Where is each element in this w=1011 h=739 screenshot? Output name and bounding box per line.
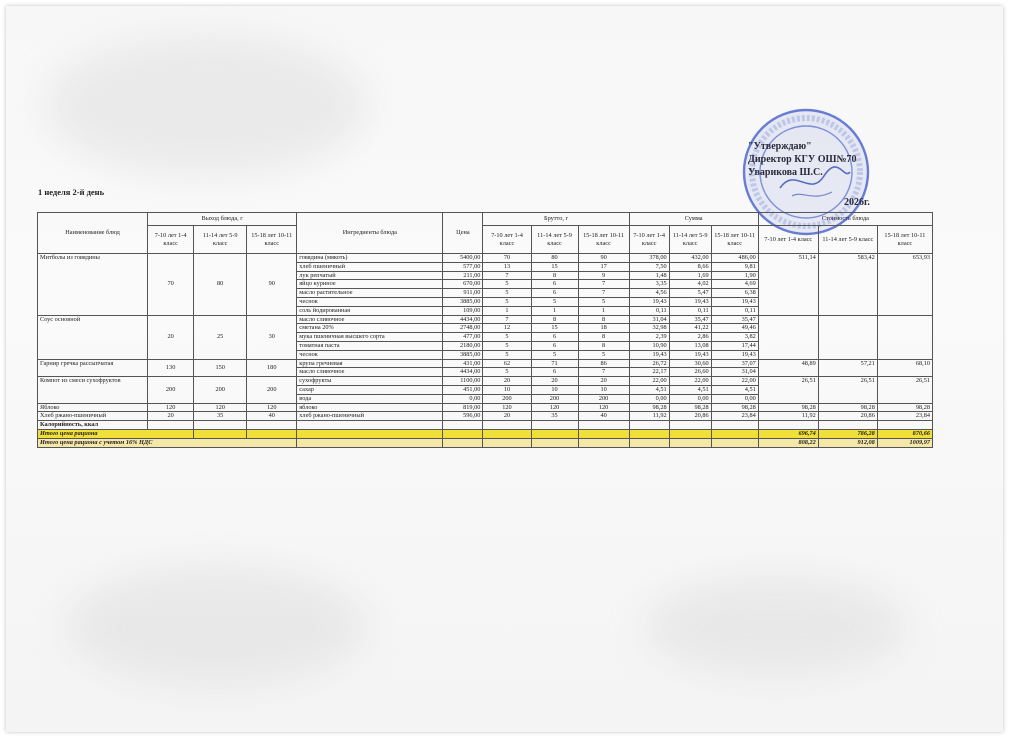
- dish-name: Хлеб ржано-пшеничный: [38, 412, 148, 421]
- ingredient-sum: 4,51: [629, 385, 669, 394]
- ingredient-sum: 20,86: [669, 412, 711, 421]
- menu-table-body: [38, 254, 933, 421]
- ingredient-sum: 486,00: [711, 254, 758, 263]
- ingredient-gross: 5: [578, 297, 629, 306]
- total-value: 786,28: [818, 429, 877, 438]
- background-smudge: [46, 36, 366, 176]
- ingredient-name: яблоко: [297, 403, 443, 412]
- ingredient-sum: 378,00: [629, 254, 669, 263]
- dish-cost: 26,51: [877, 377, 932, 403]
- ingredient-name: томатная паста: [297, 341, 443, 350]
- header-age-3: 15-18 лет 10-11 класс: [247, 226, 297, 254]
- ingredient-gross: 20: [483, 377, 531, 386]
- ingredient-sum: 35,47: [669, 315, 711, 324]
- ingredient-sum: 4,02: [669, 280, 711, 289]
- dish-yield: 200: [148, 377, 194, 403]
- ingredient-sum: 32,98: [629, 324, 669, 333]
- ingredient-gross: 6: [531, 280, 578, 289]
- ingredient-sum: 0,00: [629, 394, 669, 403]
- header-sum-age-1: 7-10 лет 1-4 класс: [629, 226, 669, 254]
- ingredient-sum: 22,00: [629, 377, 669, 386]
- dish-cost: 48,89: [758, 359, 818, 377]
- ingredient-price: 2748,00: [443, 324, 483, 333]
- ingredient-gross: 8: [578, 315, 629, 324]
- ingredient-price: 577,00: [443, 262, 483, 271]
- ingredient-gross: 10: [531, 385, 578, 394]
- ingredient-name: мука пшеничная высшего сорта: [297, 333, 443, 342]
- ingredient-gross: 7: [483, 271, 531, 280]
- ingredient-price: 211,00: [443, 271, 483, 280]
- calories-row: [38, 421, 933, 430]
- total-vat-row: [38, 438, 933, 447]
- header-cost-age-1: 7-10 лет 1-4 класс: [758, 226, 818, 254]
- header-sum-age-2: 11-14 лет 5-9 класс: [669, 226, 711, 254]
- ingredient-gross: 1: [578, 306, 629, 315]
- dish-yield: 200: [247, 377, 297, 403]
- ingredient-sum: 49,46: [711, 324, 758, 333]
- ingredient-gross: 1: [531, 306, 578, 315]
- dish-name: Компот из смеси сухофруктов: [38, 377, 148, 403]
- ingredient-sum: 5,47: [669, 289, 711, 298]
- ingredient-sum: 31,04: [711, 368, 758, 377]
- ingredient-gross: 200: [531, 394, 578, 403]
- ingredient-gross: 12: [483, 324, 531, 333]
- ingredient-gross: 5: [483, 350, 531, 359]
- ingredient-name: соль йодированная: [297, 306, 443, 315]
- dish-yield: 80: [194, 254, 247, 316]
- ingredient-gross: 18: [578, 324, 629, 333]
- ingredient-sum: 26,72: [629, 359, 669, 368]
- ingredient-name: хлеб ржано-пшеничный: [297, 412, 443, 421]
- ingredient-sum: 23,84: [711, 412, 758, 421]
- ingredient-gross: 15: [531, 262, 578, 271]
- dish-cost: 57,21: [818, 359, 877, 377]
- header-ingredients: Ингредиенты блюда: [297, 213, 443, 254]
- ingredient-name: говядина (мякоть): [297, 254, 443, 263]
- approval-year: 2026г.: [844, 197, 870, 208]
- dish-cost: 20,86: [818, 412, 877, 421]
- calories-label: Калорийность, ккал: [38, 421, 148, 430]
- ingredient-gross: 8: [531, 315, 578, 324]
- ingredient-sum: 0,11: [669, 306, 711, 315]
- ingredient-sum: 4,51: [669, 385, 711, 394]
- dish-yield: 20: [148, 412, 194, 421]
- background-smudge: [646, 576, 906, 676]
- ingredient-sum: 19,43: [669, 297, 711, 306]
- ingredient-name: сметана 20%: [297, 324, 443, 333]
- dish-yield: 35: [194, 412, 247, 421]
- header-row-2: [38, 226, 933, 254]
- ingredient-price: 596,00: [443, 412, 483, 421]
- total-vat-value: 808,22: [758, 438, 818, 447]
- approval-line-1: "Утверждаю": [748, 141, 812, 152]
- ingredient-gross: 5: [483, 297, 531, 306]
- ingredient-gross: 7: [483, 315, 531, 324]
- ingredient-gross: 35: [531, 412, 578, 421]
- ingredient-sum: 4,69: [711, 280, 758, 289]
- dish-yield: 150: [194, 359, 247, 377]
- approval-line-3: Уварикова Ш.С.: [748, 167, 823, 178]
- ingredient-sum: 22,00: [669, 377, 711, 386]
- ingredient-price: 477,00: [443, 333, 483, 342]
- ingredient-gross: 6: [531, 289, 578, 298]
- total-vat-label: Итого цена рациона с учетом 16% НДС: [38, 438, 297, 447]
- ingredient-sum: 31,04: [629, 315, 669, 324]
- ingredient-gross: 5: [531, 350, 578, 359]
- menu-table: [37, 212, 933, 448]
- ingredient-price: 5400,00: [443, 254, 483, 263]
- ingredient-gross: 15: [531, 324, 578, 333]
- ingredient-price: 109,00: [443, 306, 483, 315]
- total-row: [38, 429, 933, 438]
- ingredient-sum: 1,69: [669, 271, 711, 280]
- ingredient-sum: 0,11: [711, 306, 758, 315]
- ingredient-sum: 30,60: [669, 359, 711, 368]
- table-row: [38, 315, 933, 324]
- dish-cost: 653,93: [877, 254, 932, 316]
- ingredient-price: 911,00: [443, 289, 483, 298]
- ingredient-name: масло сливочное: [297, 315, 443, 324]
- ingredient-gross: 120: [531, 403, 578, 412]
- ingredient-gross: 6: [531, 368, 578, 377]
- ingredient-gross: 5: [578, 350, 629, 359]
- ingredient-sum: 22,00: [711, 377, 758, 386]
- total-vat-value: 912,08: [818, 438, 877, 447]
- ingredient-gross: 70: [483, 254, 531, 263]
- ingredient-name: сухофрукты: [297, 377, 443, 386]
- ingredient-gross: 5: [483, 333, 531, 342]
- ingredient-name: чеснок: [297, 297, 443, 306]
- header-price: Цена: [443, 213, 483, 254]
- dish-yield: 130: [148, 359, 194, 377]
- dish-yield: 120: [194, 403, 247, 412]
- dish-yield: 40: [247, 412, 297, 421]
- ingredient-gross: 200: [483, 394, 531, 403]
- ingredient-name: вода: [297, 394, 443, 403]
- dish-yield: 20: [148, 315, 194, 359]
- ingredient-gross: 13: [483, 262, 531, 271]
- ingredient-gross: 120: [483, 403, 531, 412]
- dish-cost: 98,28: [758, 403, 818, 412]
- ingredient-sum: 98,28: [669, 403, 711, 412]
- header-dish: Наименование блюд: [38, 213, 148, 254]
- ingredient-sum: 19,43: [629, 350, 669, 359]
- header-row-1: [38, 213, 933, 226]
- header-cost-age-2: 11-14 лет 5-9 класс: [818, 226, 877, 254]
- ingredient-sum: 6,38: [711, 289, 758, 298]
- dish-cost: 23,84: [877, 412, 932, 421]
- ingredient-name: крупа гречневая: [297, 359, 443, 368]
- ingredient-gross: 5: [483, 289, 531, 298]
- ingredient-sum: 1,90: [711, 271, 758, 280]
- ingredient-gross: 5: [531, 297, 578, 306]
- ingredient-sum: 3,35: [629, 280, 669, 289]
- ingredient-sum: 19,43: [711, 350, 758, 359]
- ingredient-sum: 19,43: [629, 297, 669, 306]
- header-gross-age-1: 7-10 лет 1-4 класс: [483, 226, 531, 254]
- table-row: [38, 412, 933, 421]
- ingredient-sum: 10,90: [629, 341, 669, 350]
- dish-cost: [758, 315, 818, 359]
- approval-line-2: Директор КГУ ОШ№70: [748, 154, 857, 165]
- background-smudge: [66, 566, 366, 686]
- ingredient-sum: 11,92: [629, 412, 669, 421]
- dish-yield: 200: [194, 377, 247, 403]
- ingredient-gross: 5: [483, 280, 531, 289]
- header-gross-age-3: 15-18 лет 10-11 класс: [578, 226, 629, 254]
- table-row: [38, 403, 933, 412]
- dish-name: Митболы из говядины: [38, 254, 148, 316]
- ingredient-gross: 62: [483, 359, 531, 368]
- ingredient-gross: 17: [578, 262, 629, 271]
- total-value: 870,66: [877, 429, 932, 438]
- ingredient-gross: 7: [578, 289, 629, 298]
- ingredient-gross: 20: [578, 377, 629, 386]
- ingredient-gross: 71: [531, 359, 578, 368]
- ingredient-gross: 20: [531, 377, 578, 386]
- ingredient-sum: 41,22: [669, 324, 711, 333]
- dish-yield: 70: [148, 254, 194, 316]
- dish-yield: 30: [247, 315, 297, 359]
- header-age-2: 11-14 лет 5-9 класс: [194, 226, 247, 254]
- ingredient-name: сахар: [297, 385, 443, 394]
- approval-block: [748, 140, 870, 208]
- dish-cost: [818, 315, 877, 359]
- dish-cost: 98,28: [877, 403, 932, 412]
- ingredient-sum: 13,08: [669, 341, 711, 350]
- ingredient-gross: 9: [578, 271, 629, 280]
- dish-cost: 26,51: [758, 377, 818, 403]
- ingredient-name: масло сливочное: [297, 368, 443, 377]
- ingredient-name: масло растительное: [297, 289, 443, 298]
- ingredient-sum: 432,00: [669, 254, 711, 263]
- total-label: Итого цена рациона: [38, 429, 194, 438]
- ingredient-gross: 10: [578, 385, 629, 394]
- ingredient-sum: 4,56: [629, 289, 669, 298]
- ingredient-price: 0,00: [443, 394, 483, 403]
- header-sum-age-3: 15-18 лет 10-11 класс: [711, 226, 758, 254]
- ingredient-sum: 2,86: [669, 333, 711, 342]
- dish-yield: 90: [247, 254, 297, 316]
- ingredient-gross: 90: [578, 254, 629, 263]
- ingredient-sum: 22,17: [629, 368, 669, 377]
- dish-cost: 98,28: [818, 403, 877, 412]
- ingredient-gross: 8: [578, 341, 629, 350]
- ingredient-sum: 35,47: [711, 315, 758, 324]
- ingredient-price: 4434,00: [443, 315, 483, 324]
- ingredient-name: хлеб пшеничный: [297, 262, 443, 271]
- table-row: [38, 359, 933, 368]
- dish-cost: 11,92: [758, 412, 818, 421]
- ingredient-sum: 37,07: [711, 359, 758, 368]
- ingredient-sum: 17,44: [711, 341, 758, 350]
- ingredient-gross: 200: [578, 394, 629, 403]
- ingredient-sum: 7,50: [629, 262, 669, 271]
- header-gross: Брутто, г: [483, 213, 629, 226]
- ingredient-gross: 8: [531, 271, 578, 280]
- header-yield: Выход блюда, г: [148, 213, 297, 226]
- total-value: 696,74: [758, 429, 818, 438]
- dish-name: Соус основной: [38, 315, 148, 359]
- ingredient-sum: 26,60: [669, 368, 711, 377]
- dish-cost: 511,14: [758, 254, 818, 316]
- table-row: [38, 377, 933, 386]
- ingredient-price: 3885,00: [443, 297, 483, 306]
- ingredient-gross: 5: [483, 368, 531, 377]
- header-sum: Сумма: [629, 213, 758, 226]
- ingredient-gross: 8: [578, 333, 629, 342]
- ingredient-gross: 7: [578, 280, 629, 289]
- ingredient-sum: 3,82: [711, 333, 758, 342]
- page-title: 1 неделя 2-й день: [38, 187, 105, 197]
- ingredient-price: 1100,00: [443, 377, 483, 386]
- header-cost-age-3: 15-18 лет 10-11 класс: [877, 226, 932, 254]
- ingredient-gross: 40: [578, 412, 629, 421]
- ingredient-gross: 5: [483, 341, 531, 350]
- ingredient-name: лук репчатый: [297, 271, 443, 280]
- ingredient-sum: 4,51: [711, 385, 758, 394]
- ingredient-sum: 98,28: [711, 403, 758, 412]
- ingredient-sum: 2,39: [629, 333, 669, 342]
- ingredient-price: 819,00: [443, 403, 483, 412]
- dish-cost: 68,10: [877, 359, 932, 377]
- ingredient-name: яйцо куриное: [297, 280, 443, 289]
- ingredient-sum: 19,43: [711, 297, 758, 306]
- ingredient-price: 431,00: [443, 359, 483, 368]
- ingredient-price: 4434,00: [443, 368, 483, 377]
- ingredient-price: 2180,00: [443, 341, 483, 350]
- total-vat-value: 1009,97: [877, 438, 932, 447]
- ingredient-price: 3885,00: [443, 350, 483, 359]
- ingredient-sum: 0,00: [711, 394, 758, 403]
- header-age-1: 7-10 лет 1-4 класс: [148, 226, 194, 254]
- table-row: [38, 254, 933, 263]
- dish-cost: [877, 315, 932, 359]
- ingredient-gross: 7: [578, 368, 629, 377]
- ingredient-sum: 0,11: [629, 306, 669, 315]
- header-gross-age-2: 11-14 лет 5-9 класс: [531, 226, 578, 254]
- ingredient-sum: 19,43: [669, 350, 711, 359]
- dish-cost: 26,51: [818, 377, 877, 403]
- dish-yield: 25: [194, 315, 247, 359]
- ingredient-gross: 6: [531, 333, 578, 342]
- ingredient-gross: 20: [483, 412, 531, 421]
- ingredient-price: 670,00: [443, 280, 483, 289]
- ingredient-price: 451,00: [443, 385, 483, 394]
- dish-cost: 583,42: [818, 254, 877, 316]
- ingredient-sum: 9,81: [711, 262, 758, 271]
- ingredient-gross: 1: [483, 306, 531, 315]
- ingredient-gross: 10: [483, 385, 531, 394]
- ingredient-gross: 80: [531, 254, 578, 263]
- dish-yield: 120: [247, 403, 297, 412]
- ingredient-sum: 98,28: [629, 403, 669, 412]
- ingredient-sum: 1,48: [629, 271, 669, 280]
- ingredient-sum: 0,00: [669, 394, 711, 403]
- dish-yield: 180: [247, 359, 297, 377]
- dish-yield: 120: [148, 403, 194, 412]
- ingredient-gross: 120: [578, 403, 629, 412]
- ingredient-name: чеснок: [297, 350, 443, 359]
- ingredient-gross: 6: [531, 341, 578, 350]
- dish-name: Гарнир гречка рассыпчатая: [38, 359, 148, 377]
- header-cost: Стоимость блюда: [758, 213, 932, 226]
- dish-name: Яблоко: [38, 403, 148, 412]
- ingredient-gross: 86: [578, 359, 629, 368]
- ingredient-sum: 8,66: [669, 262, 711, 271]
